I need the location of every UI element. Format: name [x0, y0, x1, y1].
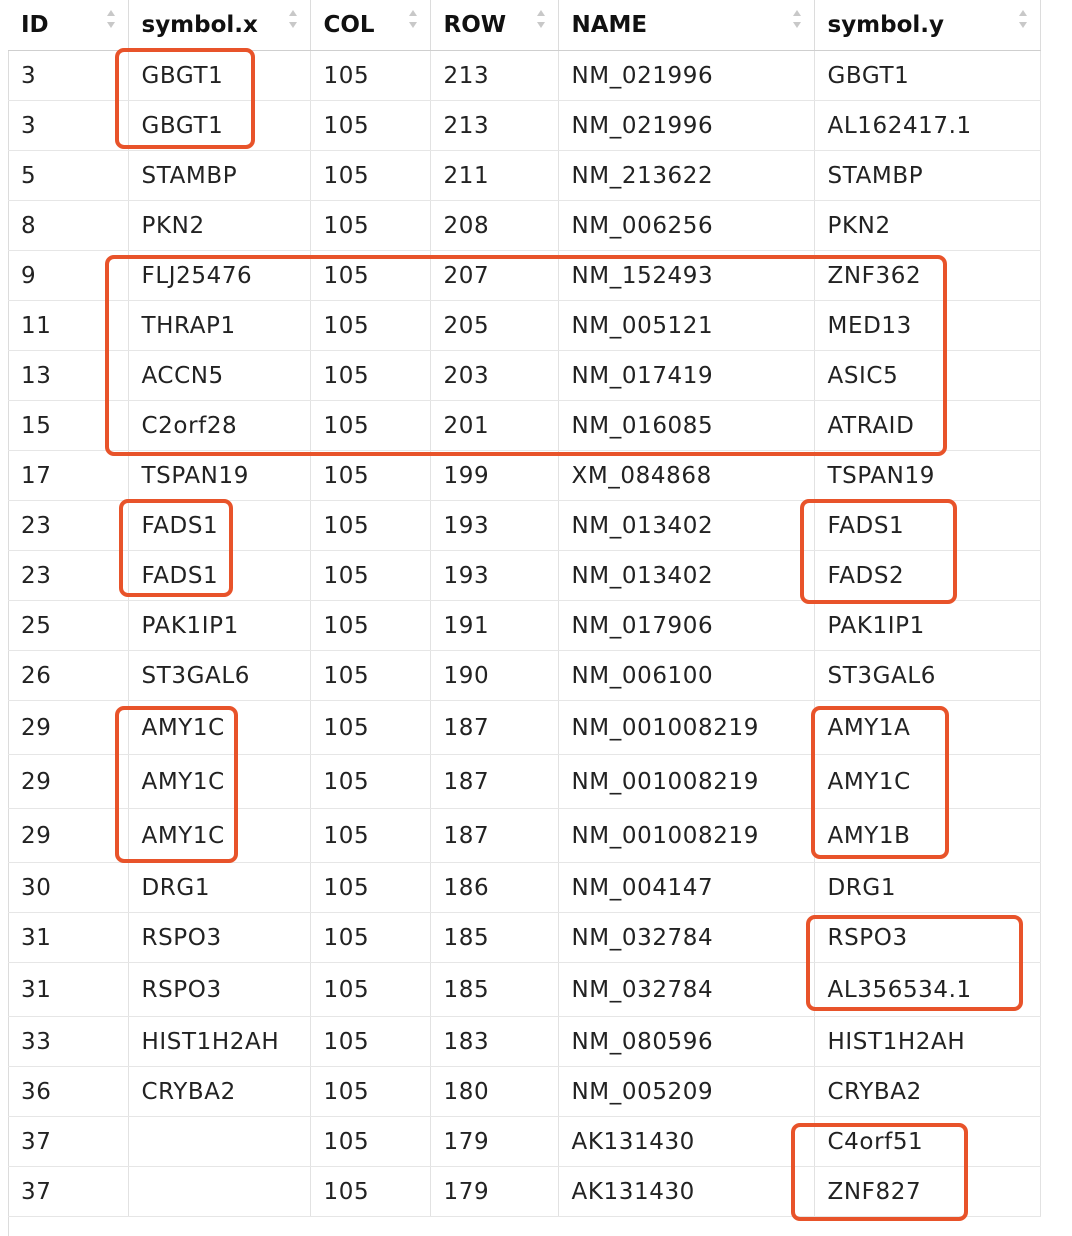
- table-cell: C4orf51: [814, 1117, 1040, 1167]
- table-cell: NM_001008219: [558, 809, 814, 863]
- table-cell: PKN2: [128, 201, 310, 251]
- table-cell: 213: [430, 101, 558, 151]
- table-cell: AL356534.1: [814, 963, 1040, 1017]
- table-cell: 3: [8, 51, 128, 101]
- table-cell: RSPO3: [814, 913, 1040, 963]
- table-cell: NM_005121: [558, 301, 814, 351]
- table-cell: 191: [430, 601, 558, 651]
- table-cell: 105: [310, 251, 430, 301]
- table-cell: STAMBP: [814, 151, 1040, 201]
- table-body: [8, 51, 1040, 1217]
- table-cell: 199: [430, 451, 558, 501]
- table-row: [8, 963, 1040, 1017]
- table-cell: 207: [430, 251, 558, 301]
- table-cell: 205: [430, 301, 558, 351]
- table-row: [8, 151, 1040, 201]
- table-cell: ST3GAL6: [814, 651, 1040, 701]
- table-cell: NM_021996: [558, 101, 814, 151]
- table-cell: AMY1C: [814, 755, 1040, 809]
- table-cell: ZNF827: [814, 1167, 1040, 1217]
- sort-arrows-icon[interactable]: [536, 8, 546, 30]
- table-cell: 193: [430, 501, 558, 551]
- table-cell: 190: [430, 651, 558, 701]
- table-cell: 186: [430, 863, 558, 913]
- table-cell: NM_032784: [558, 963, 814, 1017]
- table-cell: NM_006256: [558, 201, 814, 251]
- table-cell: DRG1: [814, 863, 1040, 913]
- table-cell: 105: [310, 451, 430, 501]
- table-row: [8, 651, 1040, 701]
- table-cell: RSPO3: [128, 963, 310, 1017]
- table-cell: NM_001008219: [558, 755, 814, 809]
- table-cell: 105: [310, 1067, 430, 1117]
- table-cell: NM_004147: [558, 863, 814, 913]
- table-cell: 8: [8, 201, 128, 251]
- table-cell: 105: [310, 151, 430, 201]
- table-row: [8, 51, 1040, 101]
- table-cell: 29: [8, 809, 128, 863]
- sort-arrows-icon[interactable]: [288, 8, 298, 30]
- table-cell: PAK1IP1: [128, 601, 310, 651]
- table-cell: AL162417.1: [814, 101, 1040, 151]
- table-cell: 37: [8, 1167, 128, 1217]
- sort-arrows-icon[interactable]: [792, 8, 802, 30]
- sort-arrows-icon[interactable]: [408, 8, 418, 30]
- table-cell: 183: [430, 1017, 558, 1067]
- table-cell: 105: [310, 351, 430, 401]
- table-cell: AK131430: [558, 1117, 814, 1167]
- table-cell: 105: [310, 963, 430, 1017]
- table-cell: 37: [8, 1117, 128, 1167]
- table-cell: ZNF362: [814, 251, 1040, 301]
- table-cell: 180: [430, 1067, 558, 1117]
- table-cell: FLJ25476: [128, 251, 310, 301]
- table-cell: 33: [8, 1017, 128, 1067]
- table-cell: 105: [310, 1017, 430, 1067]
- table-cell: 105: [310, 301, 430, 351]
- table-cell: NM_152493: [558, 251, 814, 301]
- table-cell: 105: [310, 101, 430, 151]
- table-cell: 29: [8, 755, 128, 809]
- table-cell: TSPAN19: [128, 451, 310, 501]
- column-header-label: COL: [323, 12, 375, 38]
- table-cell: AK131430: [558, 1167, 814, 1217]
- column-header-label: ROW: [443, 12, 507, 38]
- column-header-col[interactable]: [310, 0, 430, 51]
- table-cell: [128, 1167, 310, 1217]
- table-cell: 105: [310, 863, 430, 913]
- table-row: [8, 201, 1040, 251]
- table-cell: 105: [310, 1117, 430, 1167]
- table-cell: NM_006100: [558, 651, 814, 701]
- table-row: [8, 809, 1040, 863]
- table-cell: FADS1: [814, 501, 1040, 551]
- table-cell: FADS1: [128, 501, 310, 551]
- sort-arrows-icon[interactable]: [1018, 8, 1028, 30]
- data-grid: [8, 0, 1040, 1236]
- column-header-label: symbol.y: [827, 12, 945, 38]
- table-cell: NM_001008219: [558, 701, 814, 755]
- table-cell: 25: [8, 601, 128, 651]
- table-cell: 105: [310, 913, 430, 963]
- table-cell: 23: [8, 551, 128, 601]
- column-header-label: ID: [21, 12, 49, 38]
- table-cell: 208: [430, 201, 558, 251]
- table-cell: 26: [8, 651, 128, 701]
- table-cell: AMY1C: [128, 701, 310, 755]
- table-row: [8, 101, 1040, 151]
- table-row: [8, 251, 1040, 301]
- table-cell: NM_017906: [558, 601, 814, 651]
- table-cell: 105: [310, 1167, 430, 1217]
- table-cell: NM_013402: [558, 501, 814, 551]
- table-cell: FADS2: [814, 551, 1040, 601]
- table-cell: PKN2: [814, 201, 1040, 251]
- table-cell: [128, 1117, 310, 1167]
- header-row: [8, 0, 1040, 51]
- table-cell: 11: [8, 301, 128, 351]
- table-cell: ATRAID: [814, 401, 1040, 451]
- table-cell: 105: [310, 51, 430, 101]
- table-cell: NM_017419: [558, 351, 814, 401]
- table-cell: FADS1: [128, 551, 310, 601]
- table-cell: ST3GAL6: [128, 651, 310, 701]
- table-cell: 36: [8, 1067, 128, 1117]
- table-cell: GBGT1: [128, 101, 310, 151]
- table-row: [8, 351, 1040, 401]
- table-cell: NM_005209: [558, 1067, 814, 1117]
- table-row: [8, 913, 1040, 963]
- table-cell: NM_032784: [558, 913, 814, 963]
- table-cell: NM_213622: [558, 151, 814, 201]
- table-cell: C2orf28: [128, 401, 310, 451]
- column-header-symbol-x[interactable]: [128, 0, 310, 51]
- table-cell: 105: [310, 601, 430, 651]
- table-cell: 213: [430, 51, 558, 101]
- column-header-id[interactable]: [8, 0, 128, 51]
- table-row: [8, 551, 1040, 601]
- table-cell: NM_021996: [558, 51, 814, 101]
- table-cell: MED13: [814, 301, 1040, 351]
- table-cell: 187: [430, 701, 558, 755]
- sort-arrows-icon[interactable]: [106, 8, 116, 30]
- table-cell: 13: [8, 351, 128, 401]
- column-header-symbol-y[interactable]: [814, 0, 1040, 51]
- table-row: [8, 1017, 1040, 1067]
- table-cell: 31: [8, 963, 128, 1017]
- table-cell: GBGT1: [814, 51, 1040, 101]
- table-cell: 193: [430, 551, 558, 601]
- table-cell: 187: [430, 809, 558, 863]
- table-cell: 5: [8, 151, 128, 201]
- table-cell: AMY1C: [128, 755, 310, 809]
- table-cell: 187: [430, 755, 558, 809]
- table-cell: 185: [430, 963, 558, 1017]
- table-cell: 185: [430, 913, 558, 963]
- table-row: [8, 1117, 1040, 1167]
- table-cell: 105: [310, 201, 430, 251]
- table-cell: ASIC5: [814, 351, 1040, 401]
- table-cell: XM_084868: [558, 451, 814, 501]
- table-cell: NM_013402: [558, 551, 814, 601]
- table-cell: CRYBA2: [128, 1067, 310, 1117]
- table-row: [8, 1167, 1040, 1217]
- table-row: [8, 863, 1040, 913]
- table-cell: RSPO3: [128, 913, 310, 963]
- table-cell: 105: [310, 401, 430, 451]
- table-cell: STAMBP: [128, 151, 310, 201]
- table-cell: DRG1: [128, 863, 310, 913]
- table-cell: HIST1H2AH: [128, 1017, 310, 1067]
- table-row: [8, 1067, 1040, 1117]
- data-table: [8, 0, 1041, 1217]
- table-cell: 179: [430, 1117, 558, 1167]
- table-cell: ACCN5: [128, 351, 310, 401]
- column-header-name[interactable]: [558, 0, 814, 51]
- table-row: [8, 701, 1040, 755]
- table-cell: 105: [310, 651, 430, 701]
- table-cell: 105: [310, 755, 430, 809]
- table-row: [8, 755, 1040, 809]
- table-cell: AMY1A: [814, 701, 1040, 755]
- table-cell: GBGT1: [128, 51, 310, 101]
- table-row: [8, 501, 1040, 551]
- table-cell: 105: [310, 701, 430, 755]
- table-cell: 105: [310, 809, 430, 863]
- table-cell: AMY1C: [128, 809, 310, 863]
- table-row: [8, 451, 1040, 501]
- table-cell: THRAP1: [128, 301, 310, 351]
- table-cell: 29: [8, 701, 128, 755]
- table-cell: 211: [430, 151, 558, 201]
- column-header-label: NAME: [571, 12, 648, 38]
- table-cell: NM_016085: [558, 401, 814, 451]
- table-cell: 3: [8, 101, 128, 151]
- table-cell: 31: [8, 913, 128, 963]
- table-cell: 105: [310, 501, 430, 551]
- table-cell: TSPAN19: [814, 451, 1040, 501]
- table-cell: 15: [8, 401, 128, 451]
- column-header-label: symbol.x: [141, 12, 258, 38]
- table-cell: 203: [430, 351, 558, 401]
- table-cell: 17: [8, 451, 128, 501]
- table-cell: HIST1H2AH: [814, 1017, 1040, 1067]
- table-cell: 9: [8, 251, 128, 301]
- table-cell: 105: [310, 551, 430, 601]
- table-cell: AMY1B: [814, 809, 1040, 863]
- table-cell: NM_080596: [558, 1017, 814, 1067]
- table-cell: 179: [430, 1167, 558, 1217]
- column-header-row[interactable]: [430, 0, 558, 51]
- table-row: [8, 601, 1040, 651]
- table-cell: 23: [8, 501, 128, 551]
- table-cell: 201: [430, 401, 558, 451]
- table-row: [8, 301, 1040, 351]
- table-cell: PAK1IP1: [814, 601, 1040, 651]
- table-row: [8, 401, 1040, 451]
- table-cell: 30: [8, 863, 128, 913]
- table-cell: CRYBA2: [814, 1067, 1040, 1117]
